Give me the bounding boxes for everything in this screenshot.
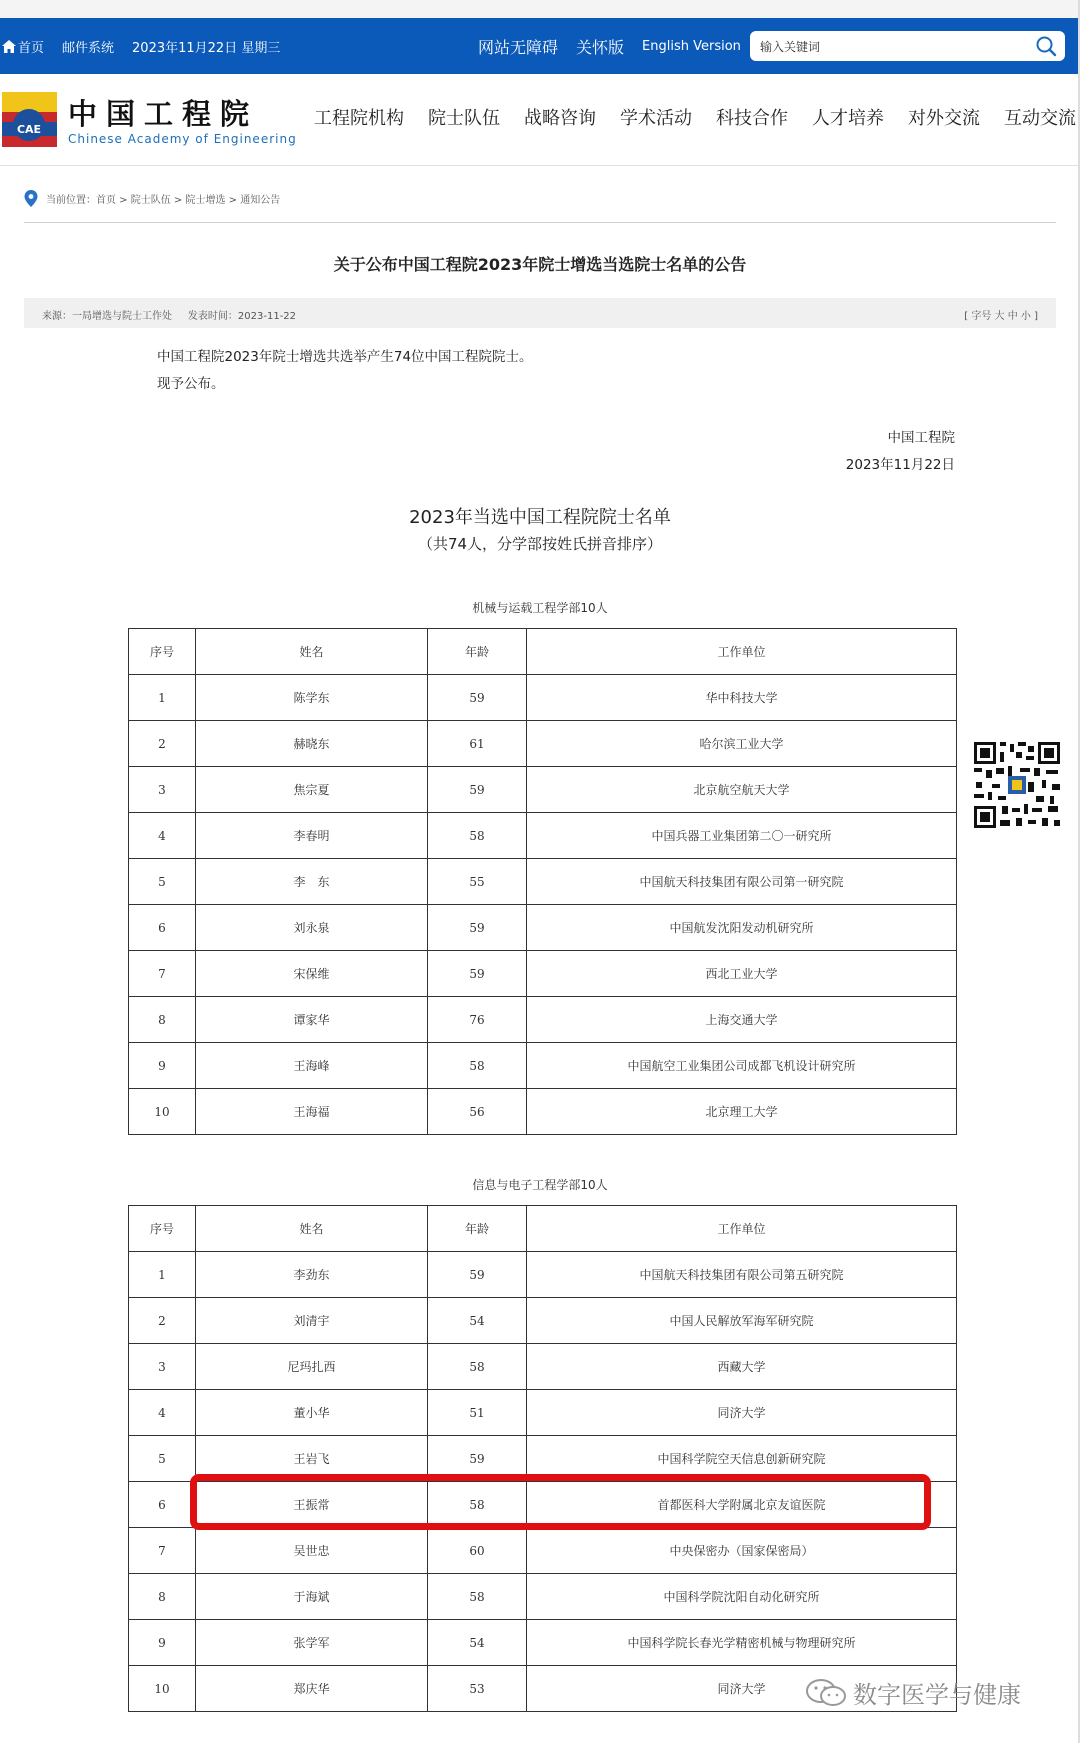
cell-employer: 上海交通大学: [527, 997, 957, 1043]
cell-name: 刘清宇: [196, 1298, 428, 1344]
cell-age: 59: [428, 951, 527, 997]
cell-index: 4: [129, 1390, 196, 1436]
breadcrumb-label: 当前位置：: [46, 195, 96, 206]
accessible-link[interactable]: 网站无障碍: [478, 37, 559, 57]
cell-age: 76: [428, 997, 527, 1043]
cell-index: 3: [129, 767, 196, 813]
table-row: [129, 951, 957, 997]
cell-age: 59: [428, 1436, 527, 1482]
cell-age: 58: [428, 1344, 527, 1390]
table-row: [129, 1528, 957, 1574]
cell-name: 李春明: [196, 813, 428, 859]
site-header: [0, 74, 1080, 166]
nav-item-strategy[interactable]: 战略咨询: [524, 108, 596, 129]
cell-index: 10: [129, 1089, 196, 1135]
cell-age: 61: [428, 721, 527, 767]
search-input[interactable]: [750, 31, 1065, 61]
cell-index: 7: [129, 1528, 196, 1574]
home-link[interactable]: [2, 37, 44, 56]
cell-employer: 同济大学: [527, 1666, 957, 1712]
wechat-icon: [805, 1678, 849, 1708]
table-row: [129, 1298, 957, 1344]
care-link[interactable]: 关怀版: [576, 37, 625, 57]
cell-employer: 同济大学: [527, 1390, 957, 1436]
cell-age: 54: [428, 1298, 527, 1344]
cell-name: 于海斌: [196, 1574, 428, 1620]
cell-employer: 西北工业大学: [527, 951, 957, 997]
cell-age: 58: [428, 813, 527, 859]
cell-employer: 中国航天科技集团有限公司第一研究院: [527, 859, 957, 905]
cell-age: 60: [428, 1528, 527, 1574]
brand-name-en: Chinese Academy of Engineering: [68, 132, 297, 146]
cell-employer: 西藏大学: [527, 1344, 957, 1390]
cell-index: 3: [129, 1344, 196, 1390]
svg-text:CAE: CAE: [16, 123, 42, 136]
cell-employer: 华中科技大学: [527, 675, 957, 721]
cell-name: 王振常: [196, 1482, 428, 1528]
cell-employer: 中国科学院长春光学精密机械与物理研究所: [527, 1620, 957, 1666]
search-placeholder: 输入关键词: [760, 40, 821, 54]
nav-item-academic[interactable]: 学术活动: [620, 108, 692, 129]
cell-name: 王海峰: [196, 1043, 428, 1089]
cell-name: 陈学东: [196, 675, 428, 721]
english-link[interactable]: English Version: [642, 38, 741, 54]
nav-item-interaction[interactable]: 互动交流: [1004, 108, 1076, 129]
header-employer: 工作单位: [527, 629, 957, 675]
watermark-text: 数字医学与健康: [853, 1681, 1021, 1709]
sign-date: 2023年11月22日: [845, 457, 955, 473]
cell-employer: 中国人民解放军海军研究院: [527, 1298, 957, 1344]
table-header-row: [129, 1206, 957, 1252]
table-row: [129, 1574, 957, 1620]
table-row: [129, 997, 957, 1043]
article-meta-bar: [24, 298, 1056, 328]
cell-index: 8: [129, 997, 196, 1043]
cell-name: 李 东: [196, 859, 428, 905]
cell-employer: 中国科学院空天信息创新研究院: [527, 1436, 957, 1482]
table-row: [129, 1252, 957, 1298]
highlight-box: [190, 1474, 931, 1530]
cell-employer: 中国航发沈阳发动机研究所: [527, 905, 957, 951]
brand-name-cn: 中国工程院: [68, 97, 259, 131]
table-mechanical: [128, 628, 957, 1135]
cell-index: 2: [129, 1298, 196, 1344]
publish-date: 发表时间：2023-11-22: [187, 311, 297, 322]
cell-index: 1: [129, 675, 196, 721]
cell-employer: 中国航空工业集团公司成都飞机设计研究所: [527, 1043, 957, 1089]
cell-index: 1: [129, 1252, 196, 1298]
top-strip: [0, 0, 1080, 18]
table-row: [129, 1620, 957, 1666]
cell-age: 59: [428, 905, 527, 951]
header-index: 序号: [129, 1206, 196, 1252]
header-name: 姓名: [196, 1206, 428, 1252]
cell-age: 53: [428, 1666, 527, 1712]
table-header-row: [129, 629, 957, 675]
header-name: 姓名: [196, 629, 428, 675]
cell-age: 58: [428, 1574, 527, 1620]
signer: 中国工程院: [887, 430, 955, 446]
cell-name: 张学军: [196, 1620, 428, 1666]
breadcrumb-path[interactable]: 首页 > 院士队伍 > 院士增选 > 通知公告: [96, 195, 281, 206]
top-bar: [0, 18, 1080, 74]
table-row: [129, 1344, 957, 1390]
paragraph-1: 中国工程院2023年院士增选共选举产生74位中国工程院院士。: [157, 349, 533, 365]
date-text: 2023年11月22日 星期三: [132, 40, 281, 56]
cell-age: 55: [428, 859, 527, 905]
cell-name: 尼玛扎西: [196, 1344, 428, 1390]
header-employer: 工作单位: [527, 1206, 957, 1252]
header-age: 年龄: [428, 1206, 527, 1252]
divider: [24, 222, 1056, 223]
cell-age: 59: [428, 675, 527, 721]
table-row: [129, 767, 957, 813]
nav-item-talent[interactable]: 人才培养: [812, 108, 884, 129]
nav-item-cooperation[interactable]: 科技合作: [716, 108, 788, 129]
cell-index: 9: [129, 1043, 196, 1089]
table-row: [129, 675, 957, 721]
cell-index: 6: [129, 1482, 196, 1528]
cell-index: 7: [129, 951, 196, 997]
cell-employer: 北京航空航天大学: [527, 767, 957, 813]
cell-age: 59: [428, 1252, 527, 1298]
header-age: 年龄: [428, 629, 527, 675]
cell-age: 54: [428, 1620, 527, 1666]
source-text: 来源：一局增选与院士工作处: [42, 311, 172, 322]
cell-age: 58: [428, 1482, 527, 1528]
cell-name: 吴世忠: [196, 1528, 428, 1574]
top-bar-left: [2, 18, 298, 74]
list-subtitle: （共74人，分学部按姓氏拼音排序）: [417, 535, 663, 553]
cell-index: 5: [129, 1436, 196, 1482]
article-source: [42, 307, 296, 322]
search-icon[interactable]: [1035, 35, 1057, 57]
cell-age: 58: [428, 1043, 527, 1089]
paragraph-2: 现予公布。: [157, 376, 225, 392]
cell-name: 焦宗夏: [196, 767, 428, 813]
cell-employer: 北京理工大学: [527, 1089, 957, 1135]
location-pin-icon: [24, 190, 38, 207]
nav-item-exchange[interactable]: 对外交流: [908, 108, 980, 129]
mail-link[interactable]: 邮件系统: [62, 40, 115, 56]
nav-item-academicians[interactable]: 院士队伍: [428, 108, 500, 129]
cell-employer: 中国航天科技集团有限公司第五研究院: [527, 1252, 957, 1298]
table-row: [129, 905, 957, 951]
table-row: [129, 859, 957, 905]
table-row: [129, 1043, 957, 1089]
cell-name: 赫晓东: [196, 721, 428, 767]
breadcrumb: [24, 190, 280, 207]
cae-logo[interactable]: [2, 92, 57, 147]
font-size-switcher[interactable]: [ 字号 大 中 小 ]: [964, 311, 1038, 322]
cell-name: 刘永泉: [196, 905, 428, 951]
table-row: [129, 1390, 957, 1436]
list-title: 2023年当选中国工程院院士名单: [409, 507, 671, 528]
cell-index: 8: [129, 1574, 196, 1620]
cell-index: 5: [129, 859, 196, 905]
cell-employer: 中国兵器工业集团第二〇一研究所: [527, 813, 957, 859]
cell-name: 李劲东: [196, 1252, 428, 1298]
cell-employer: 中央保密办（国家保密局）: [527, 1528, 957, 1574]
watermark: [805, 1675, 1021, 1710]
cell-employer: 首都医科大学附属北京友谊医院: [527, 1482, 957, 1528]
cell-index: 10: [129, 1666, 196, 1712]
cell-age: 59: [428, 767, 527, 813]
cell-index: 9: [129, 1620, 196, 1666]
table-row: [129, 721, 957, 767]
top-bar-links: [478, 18, 759, 74]
cell-index: 2: [129, 721, 196, 767]
cell-name: 王岩飞: [196, 1436, 428, 1482]
home-icon: [2, 40, 16, 53]
article-title: 关于公布中国工程院2023年院士增选当选院士名单的公告: [333, 255, 747, 274]
cell-index: 6: [129, 905, 196, 951]
nav-item-institutions[interactable]: 工程院机构: [314, 108, 404, 129]
cell-name: 郑庆华: [196, 1666, 428, 1712]
header-index: 序号: [129, 629, 196, 675]
section-title-mechanical: 机械与运载工程学部10人: [472, 601, 608, 615]
cell-name: 王海福: [196, 1089, 428, 1135]
main-nav: [314, 104, 1080, 130]
cell-index: 4: [129, 813, 196, 859]
section-title-information: 信息与电子工程学部10人: [472, 1178, 608, 1192]
table-row: [129, 813, 957, 859]
table-row: [129, 1089, 957, 1135]
home-label: 首页: [18, 40, 45, 56]
cell-name: 谭家华: [196, 997, 428, 1043]
cell-age: 56: [428, 1089, 527, 1135]
cell-age: 51: [428, 1390, 527, 1436]
qr-code: [972, 740, 1062, 830]
cell-employer: 中国科学院沈阳自动化研究所: [527, 1574, 957, 1620]
cell-employer: 哈尔滨工业大学: [527, 721, 957, 767]
table-information: [128, 1205, 957, 1712]
cell-name: 董小华: [196, 1390, 428, 1436]
cell-name: 宋保维: [196, 951, 428, 997]
